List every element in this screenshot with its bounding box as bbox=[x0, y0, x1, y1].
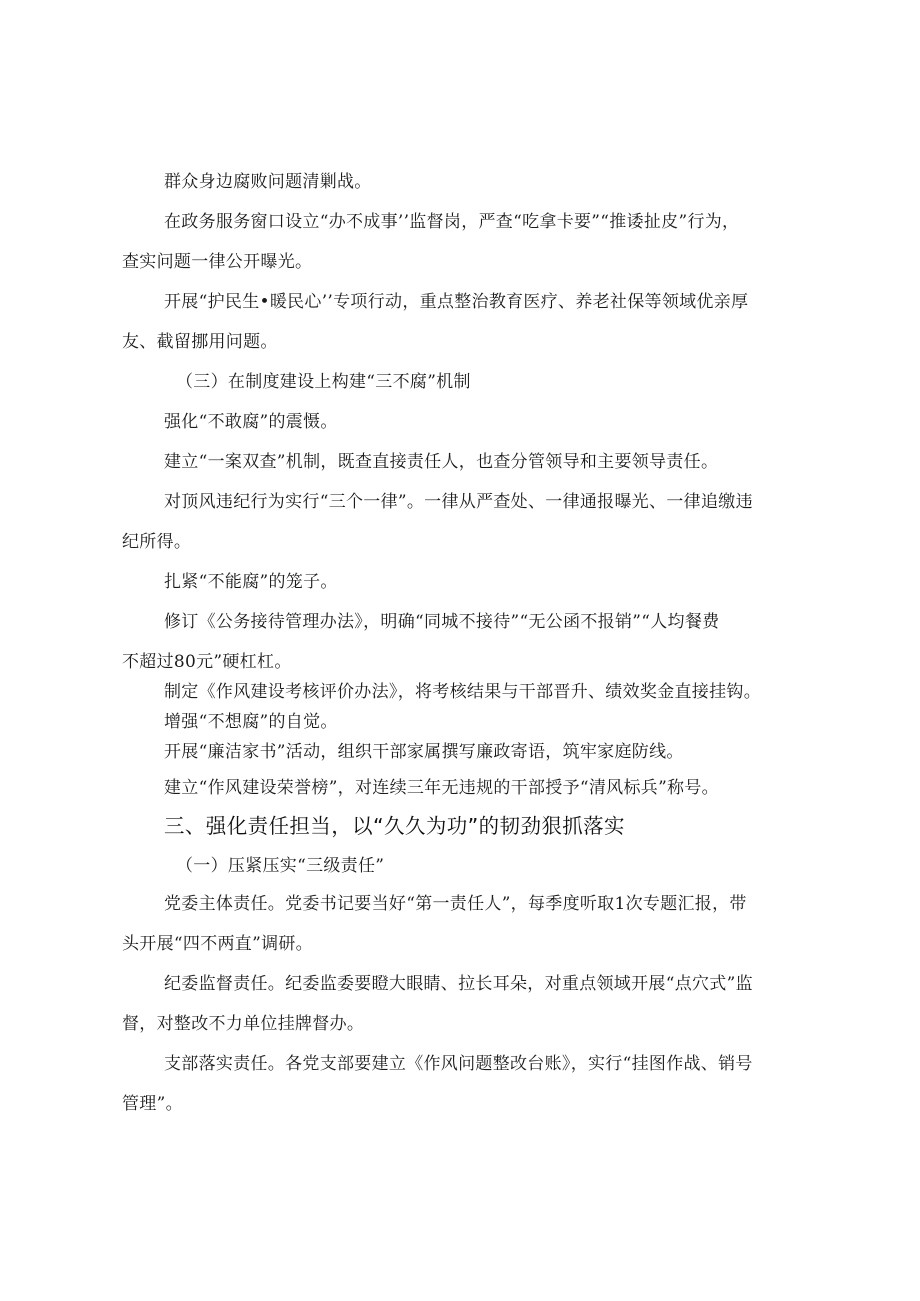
paragraph-line: 建立“一案双查”机制，既查直接责任人，也查分管领导和主要领导责任。 bbox=[164, 452, 719, 472]
paragraph-line: 友、截留挪用问题。 bbox=[122, 332, 278, 352]
paragraph-line: 不超过80元”硬杠杠。 bbox=[122, 652, 292, 672]
subsection-heading: （一）压紧压实“三级责任” bbox=[176, 856, 385, 876]
subsection-heading: （三）在制度建设上构建“三不腐”机制 bbox=[176, 372, 471, 392]
paragraph-line: 头开展“四不两直”调研。 bbox=[122, 934, 313, 954]
paragraph-line: 建立“作风建设荣誉榜”，对连续三年无违规的干部授予“清风标兵”称号。 bbox=[164, 778, 719, 798]
paragraph-line: 开展“廉洁家书”活动，组织干部家属撰写廉政寄语，筑牢家庭防线。 bbox=[164, 742, 684, 762]
paragraph-line: 制定《作风建设考核评价办法》，将考核结果与干部晋升、绩效奖金直接挂钩。 bbox=[164, 682, 761, 702]
paragraph-line: 开展“护民生•暖民心’’专项行动，重点整治教育医疗、养老社保等领域优亲厚 bbox=[164, 292, 749, 312]
paragraph-line: 增强“不想腐”的自觉。 bbox=[164, 712, 338, 732]
paragraph-line: 查实问题一律公开曝光。 bbox=[122, 252, 313, 272]
paragraph-line: 纪委监督责任。纪委监委要瞪大眼睛、拉长耳朵，对重点领域开展“点穴式”监 bbox=[164, 974, 753, 994]
paragraph-line: 群众身边腐败问题清剿战。 bbox=[164, 172, 372, 192]
paragraph-line: 纪所得。 bbox=[122, 532, 192, 552]
section-heading: 三、强化责任担当，以“久久为功”的韧劲狠抓落实 bbox=[164, 814, 625, 838]
paragraph-line: 在政务服务窗口设立“办不成事’’监督岗，严查“吃拿卡要”“推诿扯皮”行为， bbox=[164, 212, 740, 232]
paragraph-line: 支部落实责任。各党支部要建立《作风问题整改台账》，实行“挂图作战、销号 bbox=[164, 1054, 753, 1074]
paragraph-line: 党委主体责任。党委书记要当好“第一责任人”，每季度听取1次专题汇报，带 bbox=[164, 894, 747, 914]
paragraph-line: 扎紧“不能腐”的笼子。 bbox=[164, 572, 338, 592]
paragraph-line: 督，对整改不力单位挂牌督办。 bbox=[122, 1014, 365, 1034]
paragraph-line: 强化“不敢腐”的震慑。 bbox=[164, 412, 338, 432]
paragraph-line: 管理”。 bbox=[122, 1094, 183, 1114]
paragraph-line: 修订《公务接待管理办法》，明确“同城不接待”“无公函不报销”“人均餐费 bbox=[164, 612, 720, 632]
paragraph-line: 对顶风违纪行为实行“三个一律”。一律从严查处、一律通报曝光、一律追缴违 bbox=[164, 492, 753, 512]
